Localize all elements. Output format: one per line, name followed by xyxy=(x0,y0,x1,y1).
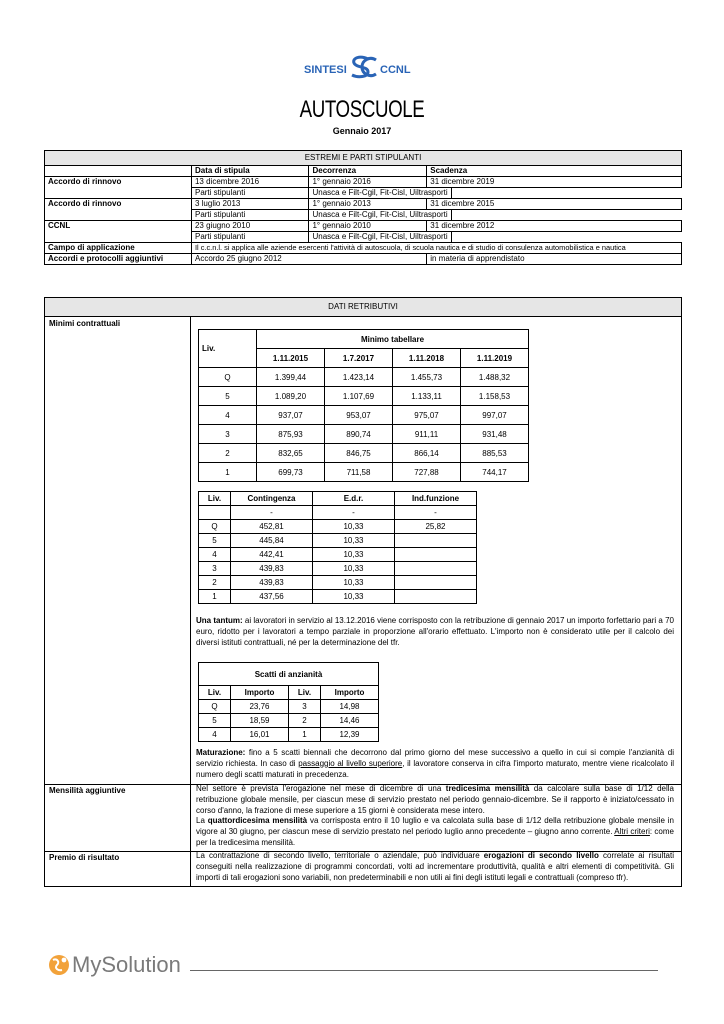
maturazione-text: , il lavoratore conserva in cifra l'importo maturato, mentre viene ricalcolato il numero degli scatti maturati in precedenza. xyxy=(196,758,674,779)
header-cell: Importo xyxy=(321,686,379,700)
cell xyxy=(395,576,477,590)
stipula-value: 3 luglio 2013 xyxy=(191,199,309,210)
contingenza-table xyxy=(198,491,477,604)
cell: 10,33 xyxy=(313,576,395,590)
cell: 890,74 xyxy=(325,425,393,444)
empty-cell xyxy=(45,166,192,177)
cell: 1 xyxy=(199,590,231,604)
scatti-title: Scatti di anzianità xyxy=(199,663,379,686)
cell: - xyxy=(395,506,477,520)
cell: 1.158,53 xyxy=(461,387,529,406)
campo-text: Il c.c.n.l. si applica alle aziende esercenti l'attività di autoscuola, di scuola nautica e di studio di consulenza automobilistica e nautica xyxy=(191,243,681,254)
cell: 5 xyxy=(199,534,231,548)
table-row xyxy=(199,534,477,548)
cell: 744,17 xyxy=(461,463,529,482)
table-row xyxy=(199,590,477,604)
mensilita-text: : come per la tredicesima mensilità. xyxy=(196,827,674,847)
cell: 23,76 xyxy=(231,700,289,714)
cell xyxy=(395,548,477,562)
cell xyxy=(395,562,477,576)
cell: Q xyxy=(199,520,231,534)
cell: 953,07 xyxy=(325,406,393,425)
cell: - xyxy=(313,506,395,520)
table-row xyxy=(199,425,529,444)
row-label: Accordo di rinnovo xyxy=(45,177,192,199)
cell: 10,33 xyxy=(313,548,395,562)
sc-logo-mark-icon xyxy=(346,54,378,80)
cell: 911,11 xyxy=(393,425,461,444)
cell: 25,82 xyxy=(395,520,477,534)
header-cell: Importo xyxy=(231,686,289,700)
stipula-value: 13 dicembre 2016 xyxy=(191,177,309,188)
empty-cell xyxy=(451,210,681,221)
retributivi-heading: DATI RETRIBUTIVI xyxy=(45,298,681,317)
cell: 5 xyxy=(199,714,231,728)
cell: 1.089,20 xyxy=(257,387,325,406)
cell: 10,33 xyxy=(313,590,395,604)
cell: 442,41 xyxy=(231,548,313,562)
cell xyxy=(199,506,231,520)
decorrenza-value: 1° gennaio 2010 xyxy=(309,221,427,232)
cell: 14,98 xyxy=(321,700,379,714)
estremi-heading: ESTREMI E PARTI STIPULANTI xyxy=(45,151,682,166)
cell: 3 xyxy=(289,700,321,714)
row-label: Accordo di rinnovo xyxy=(45,199,192,221)
tredicesima-bold: tredicesima mensilità xyxy=(445,784,530,793)
header-cell: E.d.r. xyxy=(313,492,395,506)
cell xyxy=(395,534,477,548)
una-tantum-text: ai lavoratori in servizio al 13.12.2016 viene corrisposto con la retribuzione di gennaio 2017 un importo forfettario pari a 70 euro, ridotto per i lavoratori a tempo parziale in proporzione all'orario effettuato. L'importo non è considerato utile per il calcolo dei diversi istituti contrattuali, né per la determinazione del tfr. xyxy=(196,616,674,647)
cell: 1.399,44 xyxy=(257,368,325,387)
date-header: 1.7.2017 xyxy=(325,349,393,368)
altri-criteri-link[interactable]: Altri criteri xyxy=(614,827,650,837)
cell: 1.423,14 xyxy=(325,368,393,387)
mensilita-text: da calcolare sulla base di 1/12 della retribuzione globale mensile, per ciascun mese di servizio prestato nel periodo gennaio-dicembre. Se il rapporto è iniziato/cessato in corso d'anno, la frazione di mese superiore a 15 giorni è considerata mese intero. xyxy=(196,784,674,815)
maturazione-link[interactable]: passaggio al livello superiore xyxy=(298,758,403,768)
cell: 885,53 xyxy=(461,444,529,463)
minimi-label: Minimi contrattuali xyxy=(49,319,121,328)
table-row xyxy=(199,368,529,387)
date-header: 1.11.2018 xyxy=(393,349,461,368)
cell: 2 xyxy=(199,576,231,590)
una-tantum-label: Una tantum: xyxy=(196,616,243,625)
cell: 3 xyxy=(199,562,231,576)
table-row xyxy=(199,387,529,406)
table-row xyxy=(199,700,379,714)
cell: 866,14 xyxy=(393,444,461,463)
header-cell: Liv. xyxy=(289,686,321,700)
empty-cell xyxy=(451,188,681,199)
row-label: CCNL xyxy=(45,221,192,243)
footer-divider xyxy=(190,970,658,971)
quattordicesima-bold: quattordicesima mensilità xyxy=(207,816,308,826)
cell: 1 xyxy=(289,728,321,742)
premio-text: La contrattazione di secondo livello, territoriale o aziendale, può individuare xyxy=(196,851,484,860)
sintesi-ccnl-logo xyxy=(300,52,420,82)
decorrenza-value: 1° gennaio 2013 xyxy=(309,199,427,210)
cell: 10,33 xyxy=(313,520,395,534)
header-cell: Liv. xyxy=(199,492,231,506)
cell: 439,83 xyxy=(231,562,313,576)
estremi-table xyxy=(44,150,682,265)
accordi-label: Accordi e protocolli aggiuntivi xyxy=(45,254,192,265)
parti-label: Parti stipulanti xyxy=(191,188,309,199)
mensilita-paragraph xyxy=(196,784,674,849)
cell: 2 xyxy=(289,714,321,728)
cell: 711,58 xyxy=(325,463,393,482)
cell: 439,83 xyxy=(231,576,313,590)
accordi-value: Accordo 25 giugno 2012 xyxy=(191,254,426,265)
mensilita-text: va corrisposta entro il 10 luglio e va calcolata sulla base di 1/12 della retribuzione globale mensile in vigore al 30 giugno, per ciascun mese di servizio prestato nel periodo luglio anno precedente – giugno anno corrente. xyxy=(196,816,674,837)
premio-bold: erogazioni di secondo livello xyxy=(483,851,599,860)
table-row xyxy=(199,520,477,534)
scadenza-value: 31 dicembre 2019 xyxy=(427,177,682,188)
table-row xyxy=(199,444,529,463)
cell: 452,81 xyxy=(231,520,313,534)
header-cell: Liv. xyxy=(199,686,231,700)
cell: 3 xyxy=(199,425,257,444)
table-row xyxy=(199,576,477,590)
mensilita-text: Nel settore è prevista l'erogazione nel mese di dicembre di una xyxy=(196,784,446,793)
table-row xyxy=(199,548,477,562)
parti-value: Unasca e Filt-Cgil, Fit-Cisl, Uiltrasporti xyxy=(309,210,451,221)
maturazione-label: Maturazione: xyxy=(196,748,246,757)
cell: 846,75 xyxy=(325,444,393,463)
stipula-value: 23 giugno 2010 xyxy=(191,221,309,232)
column-divider xyxy=(190,317,191,886)
scadenza-value: 31 dicembre 2012 xyxy=(427,221,682,232)
parti-label: Parti stipulanti xyxy=(191,210,309,221)
cell: 10,33 xyxy=(313,562,395,576)
table-row xyxy=(199,562,477,576)
premio-text: correlate ai risultati conseguiti nella realizzazione di programmi concordati, volti ad incrementare produttività, qualità e altri elementi di competitività. Gli importi di tali erogazioni sono variabili, non predeterminabili e non utili ai fini degli istituti legali e contrattuali (compreso tfr). xyxy=(196,851,675,882)
cell: 12,39 xyxy=(321,728,379,742)
table-row xyxy=(199,714,379,728)
mensilita-label: Mensilità aggiuntive xyxy=(49,786,126,795)
cell: 997,07 xyxy=(461,406,529,425)
table-row xyxy=(199,463,529,482)
page-title: AUTOSCUOLE xyxy=(299,96,425,123)
maturazione-text: fino a 5 scatti biennali che decorrono dal primo giorno del mese successivo a quello in cui si compie l'anzianità di servizio richiesta. In caso di xyxy=(196,748,674,768)
cell: 832,65 xyxy=(257,444,325,463)
scatti-table xyxy=(198,662,379,742)
parti-value: Unasca e Filt-Cgil, Fit-Cisl, Uiltrasporti xyxy=(309,188,451,199)
cell: 437,56 xyxy=(231,590,313,604)
una-tantum-paragraph xyxy=(196,616,674,648)
table-row xyxy=(199,406,529,425)
col-scadenza: Scadenza xyxy=(427,166,682,177)
col-stipula: Data di stipula xyxy=(191,166,309,177)
cell: 16,01 xyxy=(231,728,289,742)
logo-text-right: CCNL xyxy=(380,64,411,76)
header-cell: Contingenza xyxy=(231,492,313,506)
header-cell: Ind.funzione xyxy=(395,492,477,506)
cell: 727,88 xyxy=(393,463,461,482)
decorrenza-value: 1° gennaio 2016 xyxy=(309,177,427,188)
cell: 445,84 xyxy=(231,534,313,548)
parti-value: Unasca e Filt-Cgil, Fit-Cisl, Uiltrasporti xyxy=(309,232,451,243)
cell: 10,33 xyxy=(313,534,395,548)
cell: 4 xyxy=(199,406,257,425)
campo-label: Campo di applicazione xyxy=(45,243,192,254)
cell xyxy=(395,590,477,604)
table-row xyxy=(199,728,379,742)
cell: 18,59 xyxy=(231,714,289,728)
cell: 1 xyxy=(199,463,257,482)
date-header: 1.11.2015 xyxy=(257,349,325,368)
table-row xyxy=(199,506,477,520)
cell: 1.488,32 xyxy=(461,368,529,387)
cell: Q xyxy=(199,368,257,387)
cell: 875,93 xyxy=(257,425,325,444)
cell: 1.133,11 xyxy=(393,387,461,406)
minimo-header: Minimo tabellare xyxy=(257,330,529,349)
cell: Q xyxy=(199,700,231,714)
cell: 699,73 xyxy=(257,463,325,482)
maturazione-paragraph xyxy=(196,748,674,780)
cell: 14,46 xyxy=(321,714,379,728)
cell: 931,48 xyxy=(461,425,529,444)
empty-cell xyxy=(451,232,681,243)
liv-header: Liv. xyxy=(199,330,257,368)
cell: 5 xyxy=(199,387,257,406)
minimo-tabellare-table xyxy=(198,329,529,482)
cell: 4 xyxy=(199,548,231,562)
cell: 4 xyxy=(199,728,231,742)
premio-paragraph xyxy=(196,851,674,883)
cell: 937,07 xyxy=(257,406,325,425)
cell: 2 xyxy=(199,444,257,463)
col-decorrenza: Decorrenza xyxy=(309,166,427,177)
page-subtitle: Gennaio 2017 xyxy=(332,126,392,136)
date-header: 1.11.2019 xyxy=(461,349,529,368)
cell: 1.455,73 xyxy=(393,368,461,387)
mensilita-text: La xyxy=(196,816,208,826)
scadenza-value: 31 dicembre 2015 xyxy=(427,199,682,210)
cell: - xyxy=(231,506,313,520)
accordi-note: in materia di apprendistato xyxy=(427,254,682,265)
footer-brand: MySolution xyxy=(72,952,181,977)
premio-label: Premio di risultato xyxy=(49,853,120,862)
cell: 1.107,69 xyxy=(325,387,393,406)
cell: 975,07 xyxy=(393,406,461,425)
parti-label: Parti stipulanti xyxy=(191,232,309,243)
mysolution-logo xyxy=(48,948,188,984)
mysolution-globe-icon xyxy=(48,952,70,978)
logo-text-left: SINTESI xyxy=(304,64,347,76)
